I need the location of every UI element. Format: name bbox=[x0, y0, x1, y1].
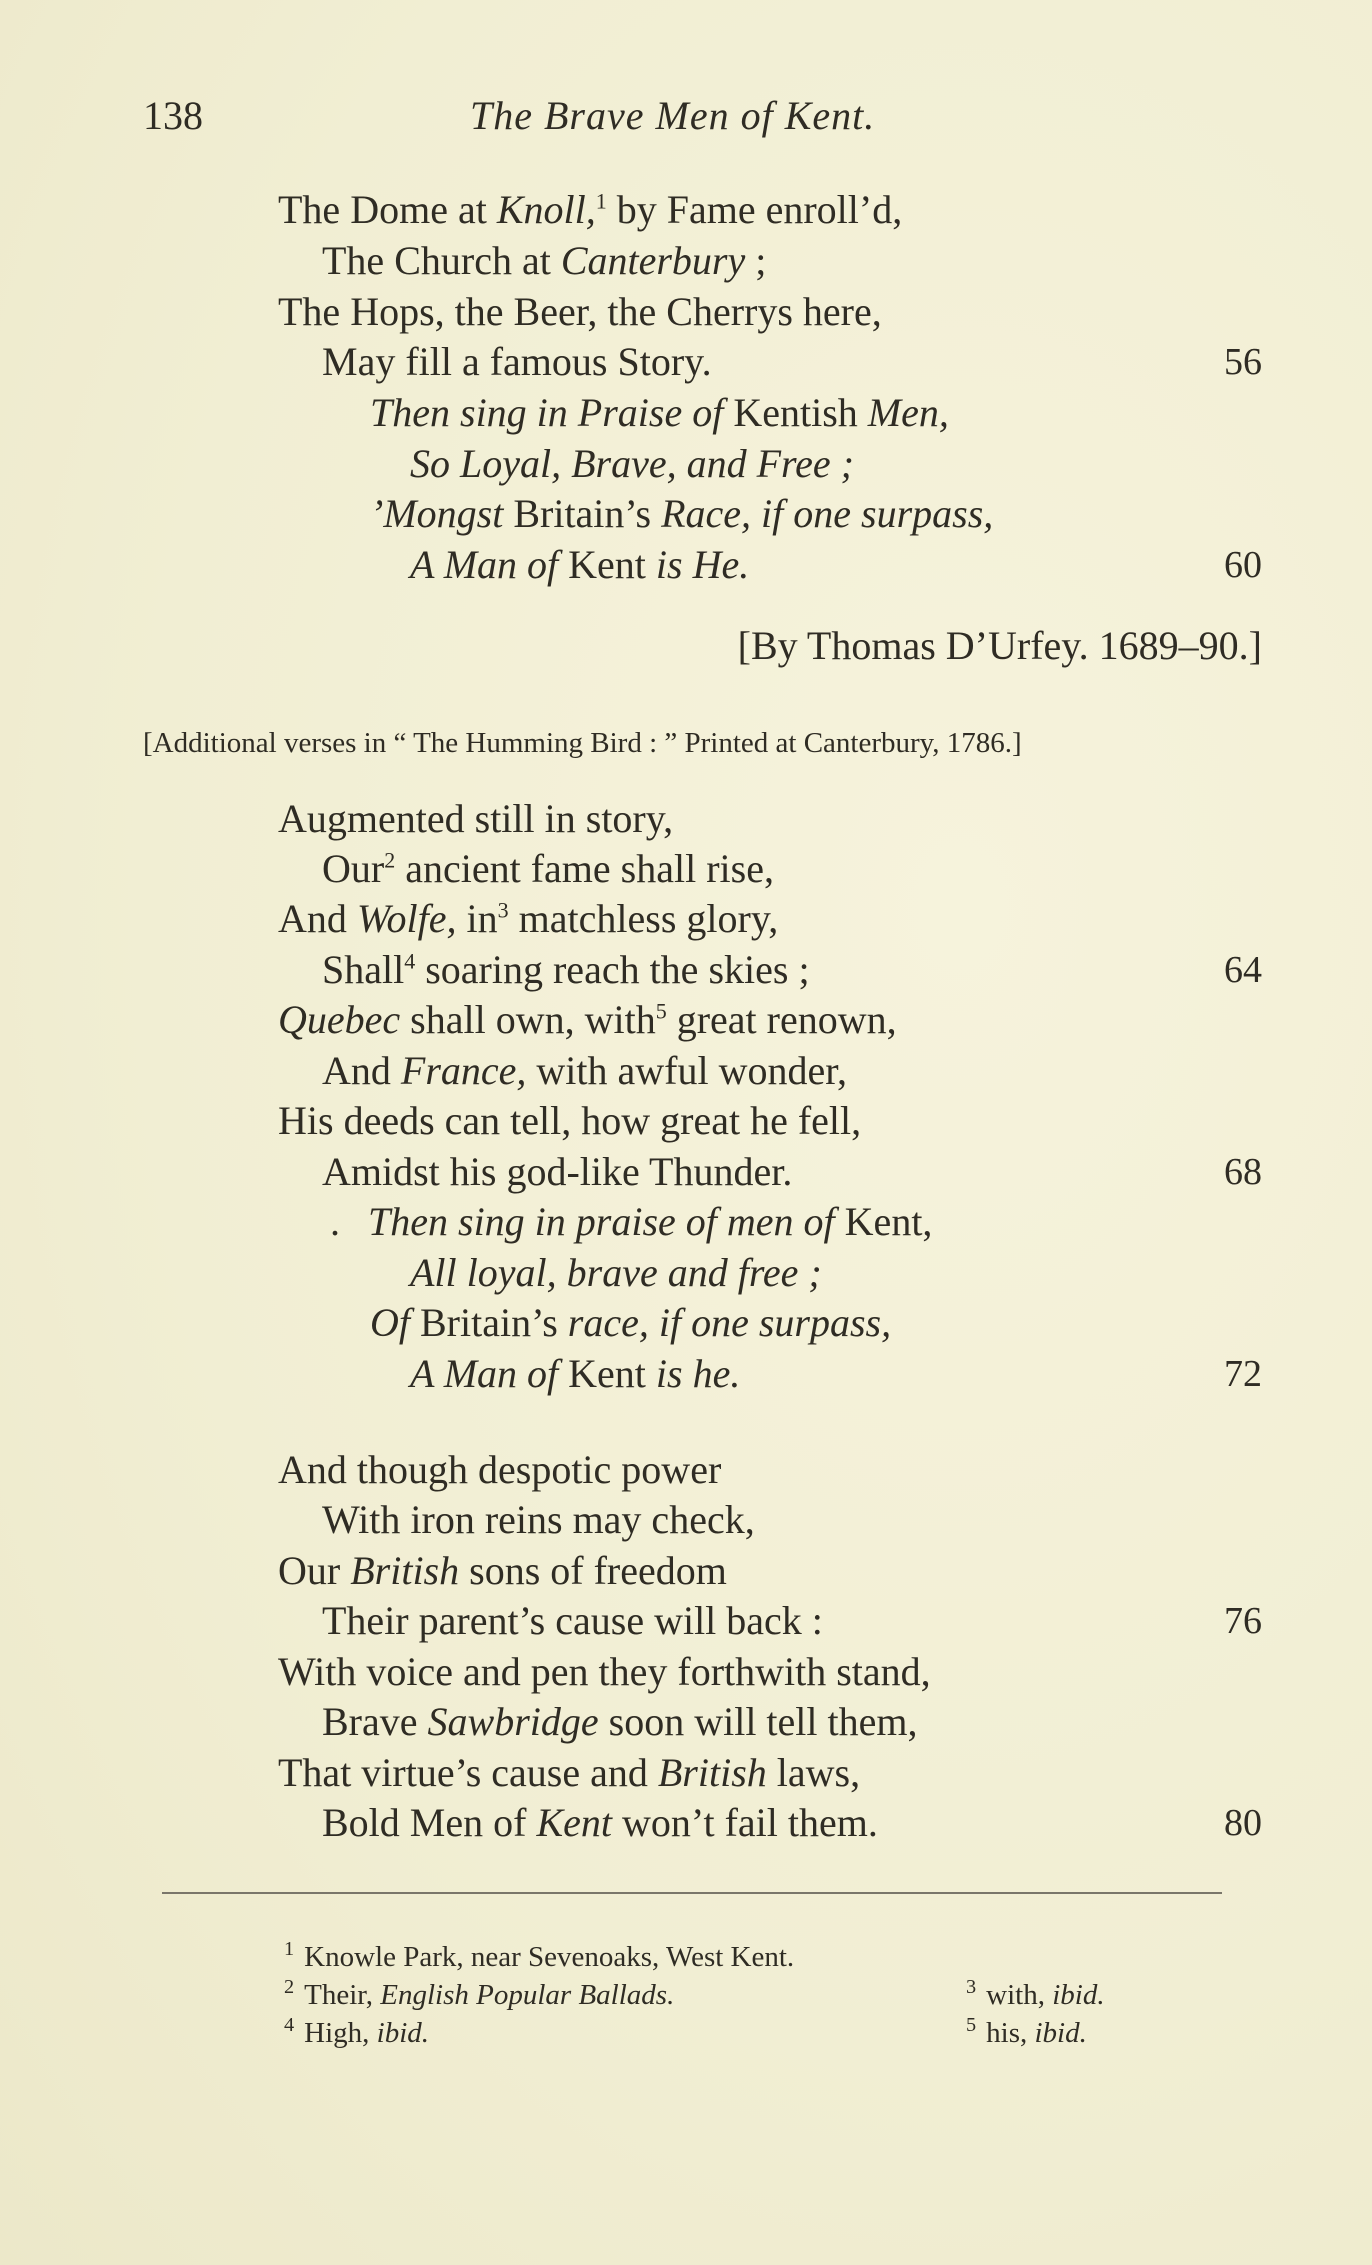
verse-text: Shall bbox=[322, 947, 405, 992]
verse-line: May fill a famous Story. bbox=[322, 339, 712, 384]
verse-text: And bbox=[322, 1048, 401, 1093]
verse-italic: Knoll, bbox=[496, 187, 596, 232]
footnote-italic: English Popular Ballads. bbox=[380, 1979, 675, 2011]
verse-italic: Quebec bbox=[278, 997, 401, 1042]
footnote-text: High, bbox=[304, 2017, 377, 2049]
line-number: 64 bbox=[1224, 949, 1262, 991]
attribution: [By Thomas D’Urfey. 1689–90.] bbox=[737, 623, 1262, 668]
footnote-ref: 3 bbox=[497, 897, 509, 923]
verse-italic: Then sing in praise of men of bbox=[368, 1199, 835, 1244]
verse-line: The Hops, the Beer, the Cherrys here, bbox=[278, 289, 882, 334]
verse-text: Britain’s bbox=[503, 491, 662, 536]
footnote-5 bbox=[966, 2014, 1087, 2050]
verse-text: ancient fame shall rise, bbox=[395, 846, 774, 891]
verse-line: Augmented still in story, bbox=[278, 796, 674, 841]
verse-italic: Race, if one surpass, bbox=[661, 491, 994, 536]
verse-text: soon will tell them, bbox=[598, 1699, 918, 1744]
verse-line: Their parent’s cause will back : bbox=[322, 1598, 823, 1643]
verse-line bbox=[322, 845, 774, 892]
verse-italic: Of bbox=[370, 1300, 410, 1345]
verse-line bbox=[322, 237, 766, 284]
verse-text: Kentish bbox=[723, 390, 868, 435]
line-number: 76 bbox=[1224, 1600, 1262, 1642]
verse-line bbox=[370, 1299, 891, 1346]
footnote-marker: 1 bbox=[284, 1938, 295, 1961]
verse-text: Our bbox=[278, 1548, 351, 1593]
footnote-italic: ibid. bbox=[1034, 2017, 1087, 2049]
verse-text: sons of freedom bbox=[459, 1548, 727, 1593]
verse-text: won’t fail them. bbox=[611, 1800, 878, 1845]
verse-text: Brave bbox=[322, 1699, 428, 1744]
footnote-ref: 4 bbox=[404, 948, 416, 974]
footnote-divider bbox=[162, 1892, 1222, 1894]
footnote-ref: 2 bbox=[384, 847, 396, 873]
verse-line bbox=[370, 490, 993, 537]
verse-line bbox=[410, 1350, 740, 1397]
footnote-marker: 2 bbox=[284, 1976, 295, 1999]
verse-text: laws, bbox=[766, 1750, 861, 1795]
footnote-text: Knowle Park, near Sevenoaks, West Kent. bbox=[304, 1941, 795, 1973]
verse-italic: is He. bbox=[655, 542, 750, 587]
verse-text: Kent bbox=[558, 542, 656, 587]
line-number: 68 bbox=[1224, 1151, 1262, 1193]
verse-italic: Kent bbox=[536, 1800, 612, 1845]
verse-text: with awful wonder, bbox=[526, 1048, 847, 1093]
verse-text: And bbox=[278, 896, 357, 941]
verse-line bbox=[278, 1749, 860, 1796]
footnote-ref: 5 bbox=[655, 998, 667, 1024]
line-number: 80 bbox=[1224, 1802, 1262, 1844]
verse-line: So Loyal, Brave, and Free ; bbox=[410, 441, 854, 486]
verse-italic: is he. bbox=[655, 1351, 741, 1396]
verse-italic: Then sing in Praise of bbox=[370, 390, 724, 435]
verse-italic: Men, bbox=[867, 390, 949, 435]
verse-italic: race, if one surpass, bbox=[567, 1300, 892, 1345]
footnote-text: his, bbox=[986, 2017, 1035, 2049]
verse-text: great renown, bbox=[666, 997, 897, 1042]
verse-line: His deeds can tell, how great he fell, bbox=[278, 1098, 862, 1143]
footnote-3 bbox=[966, 1976, 1105, 2012]
verse-line bbox=[278, 996, 897, 1043]
verse-text: Our bbox=[322, 846, 385, 891]
additional-verses-note: [Additional verses in “ The Humming Bird : ” Printed at Canterbury, 1786.] bbox=[143, 727, 1022, 759]
verse-line bbox=[370, 389, 949, 436]
footnote-marker: 5 bbox=[966, 2014, 977, 2037]
verse-text: The Church at bbox=[322, 238, 561, 283]
line-number: 56 bbox=[1224, 341, 1262, 383]
footnote-1 bbox=[284, 1938, 795, 1974]
verse-text: soaring reach the skies ; bbox=[415, 947, 810, 992]
verse-line bbox=[322, 1698, 918, 1745]
verse-text: Kent bbox=[558, 1351, 656, 1396]
verse-line bbox=[322, 946, 810, 993]
stray-mark: . bbox=[330, 1199, 340, 1244]
verse-text: Kent, bbox=[834, 1199, 933, 1244]
verse-line: With voice and pen they forthwith stand, bbox=[278, 1649, 931, 1694]
verse-line: All loyal, brave and free ; bbox=[410, 1250, 822, 1295]
footnote-marker: 3 bbox=[966, 1976, 977, 1999]
verse-line bbox=[278, 895, 778, 942]
footnote-ref: 1 bbox=[595, 188, 607, 214]
verse-line: With iron reins may check, bbox=[322, 1497, 755, 1542]
page-number: 138 bbox=[143, 93, 203, 138]
verse-italic: Canterbury bbox=[560, 238, 746, 283]
verse-italic: Sawbridge bbox=[427, 1699, 599, 1744]
verse-italic: ’Mongst bbox=[370, 491, 504, 536]
verse-text: The Dome at bbox=[278, 187, 497, 232]
verse-italic: France, bbox=[400, 1048, 527, 1093]
running-title: The Brave Men of Kent. bbox=[470, 93, 876, 138]
verse-text: by Fame enroll’d, bbox=[606, 187, 903, 232]
verse-line bbox=[330, 1198, 932, 1245]
footnote-2 bbox=[284, 1976, 675, 2012]
footnote-italic: ibid. bbox=[376, 2017, 430, 2049]
verse-text: Britain’s bbox=[410, 1300, 568, 1345]
verse-italic: British bbox=[350, 1548, 460, 1593]
verse-italic: Wolfe, bbox=[356, 896, 457, 941]
verse-italic: British bbox=[657, 1750, 767, 1795]
verse-line bbox=[278, 1547, 727, 1594]
verse-line bbox=[322, 1799, 878, 1846]
verse-text: shall own, with bbox=[400, 997, 656, 1042]
footnote-text: Their, bbox=[304, 1979, 381, 2011]
footnote-italic: ibid. bbox=[1052, 1979, 1105, 2011]
line-number: 60 bbox=[1224, 544, 1262, 586]
line-number: 72 bbox=[1224, 1353, 1262, 1395]
footnote-4 bbox=[284, 2014, 430, 2050]
verse-line bbox=[278, 186, 902, 233]
footnote-text: with, bbox=[986, 1979, 1053, 2011]
verse-text: Bold Men of bbox=[322, 1800, 537, 1845]
verse-line bbox=[322, 1047, 847, 1094]
verse-italic: A Man of bbox=[410, 542, 559, 587]
verse-italic: A Man of bbox=[410, 1351, 559, 1396]
verse-line: Amidst his god-like Thunder. bbox=[322, 1149, 793, 1194]
verse-text: in bbox=[456, 896, 498, 941]
verse-line bbox=[410, 541, 749, 588]
verse-text: That virtue’s cause and bbox=[278, 1750, 658, 1795]
verse-line: And though despotic power bbox=[278, 1447, 722, 1492]
verse-text: matchless glory, bbox=[508, 896, 779, 941]
footnote-marker: 4 bbox=[284, 2014, 295, 2037]
verse-text: ; bbox=[745, 238, 767, 283]
